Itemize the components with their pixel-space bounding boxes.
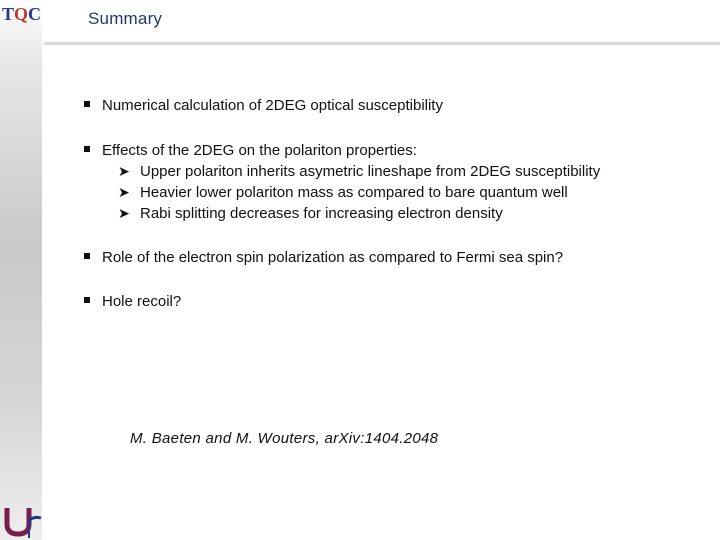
sub-bullet-text: Upper polariton inherits asymetric lineshape from 2DEG susceptibility: [140, 163, 601, 180]
sidebar-band: [0, 0, 42, 540]
bullet-item: [84, 142, 417, 159]
arrow-bullet-icon: ➤: [118, 184, 130, 200]
bullet-item: [84, 97, 443, 114]
sub-bullet-item: [118, 184, 568, 201]
bullet-text: Effects of the 2DEG on the polariton properties:: [102, 142, 417, 159]
sub-bullet-item: [118, 163, 600, 180]
arrow-bullet-icon: ➤: [118, 205, 130, 221]
bullet-item: [84, 249, 563, 266]
sub-bullet-text: Rabi splitting decreases for increasing electron density: [140, 205, 503, 222]
tqc-logo: [2, 2, 42, 26]
tqc-logo-text: TQC: [2, 4, 42, 24]
bullet-square-icon: [84, 253, 90, 259]
bullet-square-icon: [84, 101, 90, 107]
arrow-bullet-icon: ➤: [118, 163, 130, 179]
bullet-text: Role of the electron spin polarization as compared to Fermi sea spin?: [102, 249, 564, 266]
bullet-text: Numerical calculation of 2DEG optical susceptibility: [102, 97, 443, 114]
sub-bullet-text: Heavier lower polariton mass as compared to bare quantum well: [140, 184, 568, 201]
sub-bullet-item: [118, 205, 503, 222]
header-divider: [44, 42, 720, 45]
citation: M. Baeten and M. Wouters, arXiv:1404.2048: [130, 430, 439, 447]
bullet-text: Hole recoil?: [102, 293, 182, 310]
bullet-square-icon: [84, 146, 90, 152]
university-logo: [1, 504, 43, 538]
page-title: Summary: [88, 9, 163, 28]
bullet-square-icon: [84, 297, 90, 303]
bullet-item: [84, 293, 181, 310]
